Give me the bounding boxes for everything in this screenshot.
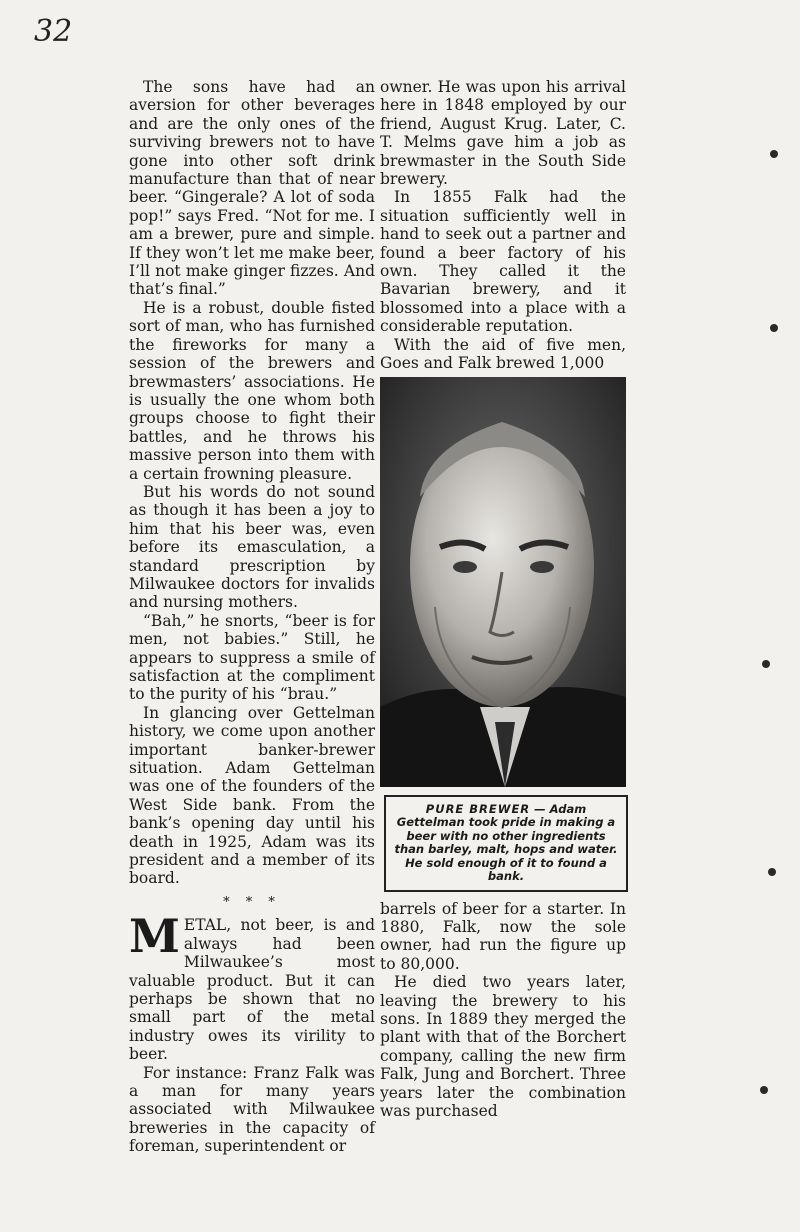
caption-heading: PURE BREWER [425, 801, 531, 816]
drop-cap: M [129, 909, 180, 964]
portrait-photo [380, 377, 626, 787]
paragraph: But his words do not sound as though it has been a joy to him that his beer was, even before its emasculation, a standard prescription by Milwaukee doctors for invalids and nursing mothers. [129, 482, 375, 612]
punch-hole [770, 324, 778, 332]
section-separator: * * * [223, 894, 281, 910]
paragraph: In 1855 Falk had the situation sufficiently well in hand to seek out a partner and found a beer factory of his own. They called it the Bavarian brewery, and it blossomed into a place with a considerable reputation. [380, 188, 626, 336]
dropcap-paragraph [129, 909, 375, 1064]
caption-text: — Adam Gettelman took pride in making a beer with no other ingredients than barley, malt, hops and water. He sold enough of it to found a bank. [394, 801, 618, 883]
paragraph: owner. He was upon his arrival here in 1848 employed by our friend, August Krug. Later, C. T. Melms gave him a job as brewmaster in the South Side brewery. [380, 78, 626, 189]
page-number: 32 [34, 14, 73, 49]
paragraph: He is a robust, double fisted sort of man, who has furnished the fireworks for many a session of the brewers and brewmasters’ associations. He is usually the one whom both groups choose to fight their battles, and he throws his massive person into them with a certain frowning pleasure. [129, 298, 375, 483]
punch-hole [770, 150, 778, 158]
right-column [380, 78, 626, 1120]
punch-hole [762, 660, 770, 668]
right-column-bottom [380, 900, 626, 1121]
paragraph: With the aid of five men, Goes and Falk brewed 1,000 [380, 335, 626, 373]
portrait-illustration [380, 377, 626, 787]
paragraph: He died two years later, leaving the brewery to his sons. In 1889 they merged the plant with that of the Borchert company, calling the new firm Falk, Jung and Borchert. Three years later the combination was purchased [380, 973, 626, 1120]
punch-hole [760, 1086, 768, 1094]
dropcap-paragraph-text: ETAL, not beer, is and always had been Milwaukee’s most valuable product. But it can perhaps be shown that no small part of the metal industry owes its virility to beer. [129, 916, 375, 1064]
photo-caption [384, 795, 628, 892]
paragraph: For instance: Franz Falk was a man for many years associated with Milwaukee breweries in the capacity of foreman, superintendent or [129, 1063, 375, 1156]
paragraph: In glancing over Gettelman history, we come upon another important banker-brewer situation. Adam Gettelman was one of the founders of the West Side bank. From the bank’s opening day until his death in 1925, Adam was its president and a member of its board. [129, 703, 375, 888]
paragraph: The sons have had an aversion for other beverages and are the only ones of the surviving brewers not to have gone into other soft drink manufacture than that of near beer. “Gingerale? A lot of soda pop!” says Fred. “Not for me. I am a brewer, pure and simple. If they won’t let me make beer, I’ll not make ginger fizzes. And that’s final.” [129, 78, 375, 299]
paragraph: “Bah,” he snorts, “beer is for men, not babies.” Still, he appears to suppress a smile of satisfaction at the compliment to the purity of his “brau.” [129, 611, 375, 704]
paragraph: barrels of beer for a starter. In 1880, Falk, now the sole owner, had run the figure up to 80,000. [380, 899, 626, 973]
left-column [129, 78, 375, 1156]
punch-hole [768, 868, 776, 876]
